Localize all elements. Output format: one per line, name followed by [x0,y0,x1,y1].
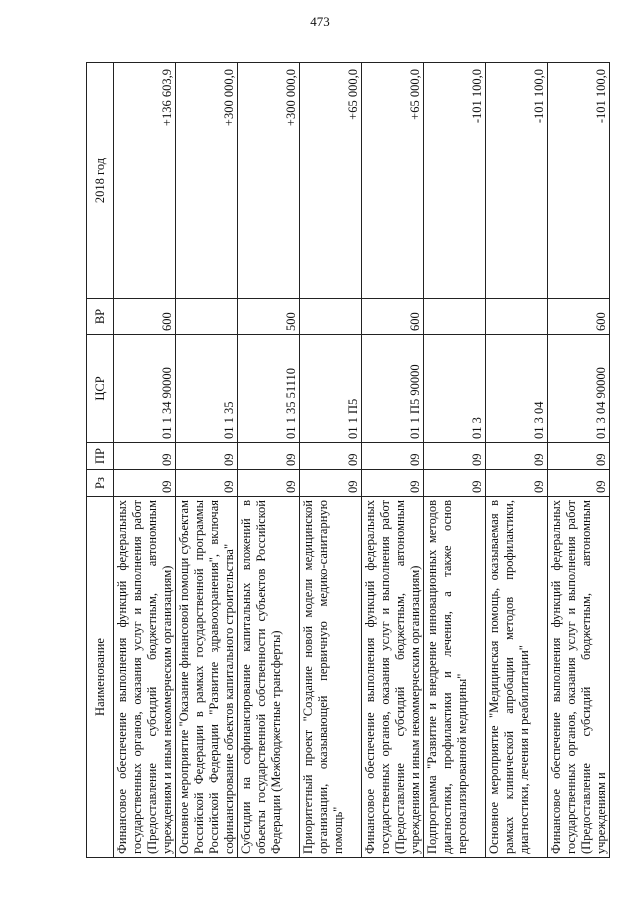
row-pr: 09 [300,443,362,470]
row-name: Финансовое обеспечение выполнения функций федеральных государственных органов, оказания услуг и выполнения работ (Предоставление субсидий бюджетным, автономным учреждениям и иным некоммерческим организациям) [114,497,176,858]
row-amount: +65 000,0 [300,63,362,299]
row-pr: 09 [114,443,176,470]
row-csr: 01 1 35 51110 [238,335,300,443]
header-name: Наименование [87,497,114,858]
row-pr: 09 [548,443,610,470]
row-rz: 09 [486,470,548,497]
row-name: Подпрограмма "Развитие и внедрение инновационных методов диагностики, профилактики и лечения, а также основ персонализированной медицины" [424,497,486,858]
row-csr: 01 3 [424,335,486,443]
table-header-row [87,63,114,858]
row-csr: 01 1 34 90000 [114,335,176,443]
table-row [424,63,486,858]
row-vr [424,299,486,335]
row-csr: 01 1 35 [176,335,238,443]
row-vr [176,299,238,335]
header-year: 2018 год [87,63,114,299]
table-row [176,63,238,858]
row-vr [486,299,548,335]
row-amount: -101 100,0 [548,63,610,299]
row-csr: 01 1 П5 [300,335,362,443]
header-csr: ЦСР [87,335,114,443]
row-name: Субсидии на софинансирование капитальных вложений в объекты государственной собственности субъектов Российской Федерации (Межбюджетные трансферты) [238,497,300,858]
row-pr: 09 [362,443,424,470]
row-amount: +65 000,0 [362,63,424,299]
row-vr: 600 [548,299,610,335]
row-amount: +300 000,0 [176,63,238,299]
table-row [362,63,424,858]
header-pr: ПР [87,443,114,470]
row-rz: 09 [238,470,300,497]
row-amount: +300 000,0 [238,63,300,299]
header-rz: Рз [87,470,114,497]
budget-table [86,62,610,858]
header-vr: ВР [87,299,114,335]
row-csr: 01 1 П5 90000 [362,335,424,443]
rotated-table-container [86,63,608,858]
table-row [548,63,610,858]
row-rz: 09 [362,470,424,497]
row-csr: 01 3 04 [486,335,548,443]
row-rz: 09 [300,470,362,497]
row-pr: 09 [176,443,238,470]
row-csr: 01 3 04 90000 [548,335,610,443]
row-amount: +136 603,9 [114,63,176,299]
row-pr: 09 [238,443,300,470]
row-rz: 09 [548,470,610,497]
row-name: Основное мероприятие "Медицинская помощь, оказываемая в рамках клинической апробации методов профилактики, диагностики, лечения и реабилитации" [486,497,548,858]
row-name: Финансовое обеспечение выполнения функций федеральных государственных органов, оказания услуг и выполнения работ (Предоставление субсидий бюджетным, автономным учреждениям и [548,497,610,858]
row-name: Финансовое обеспечение выполнения функций федеральных государственных органов, оказания услуг и выполнения работ (Предоставление субсидий бюджетным, автономным учреждениям и иным некоммерческим организациям) [362,497,424,858]
row-vr [300,299,362,335]
page-number: 473 [310,14,330,29]
table-row [114,63,176,858]
row-pr: 09 [486,443,548,470]
row-amount: -101 100,0 [424,63,486,299]
row-vr: 500 [238,299,300,335]
row-rz: 09 [114,470,176,497]
row-name: Основное мероприятие "Оказание финансовой помощи субъектам Российской Федерации в рамках государственной программы Российской Федерации "Развитие здравоохранения", включая софинансирование объектов капитального строительства" [176,497,238,858]
row-rz: 09 [424,470,486,497]
row-vr: 600 [362,299,424,335]
row-rz: 09 [176,470,238,497]
row-amount: -101 100,0 [486,63,548,299]
table-row [238,63,300,858]
table-row [486,63,548,858]
row-vr: 600 [114,299,176,335]
row-name: Приоритетный проект "Создание новой модели медицинской организации, оказывающей первичную медико-санитарную помощь" [300,497,362,858]
table-row [300,63,362,858]
row-pr: 09 [424,443,486,470]
